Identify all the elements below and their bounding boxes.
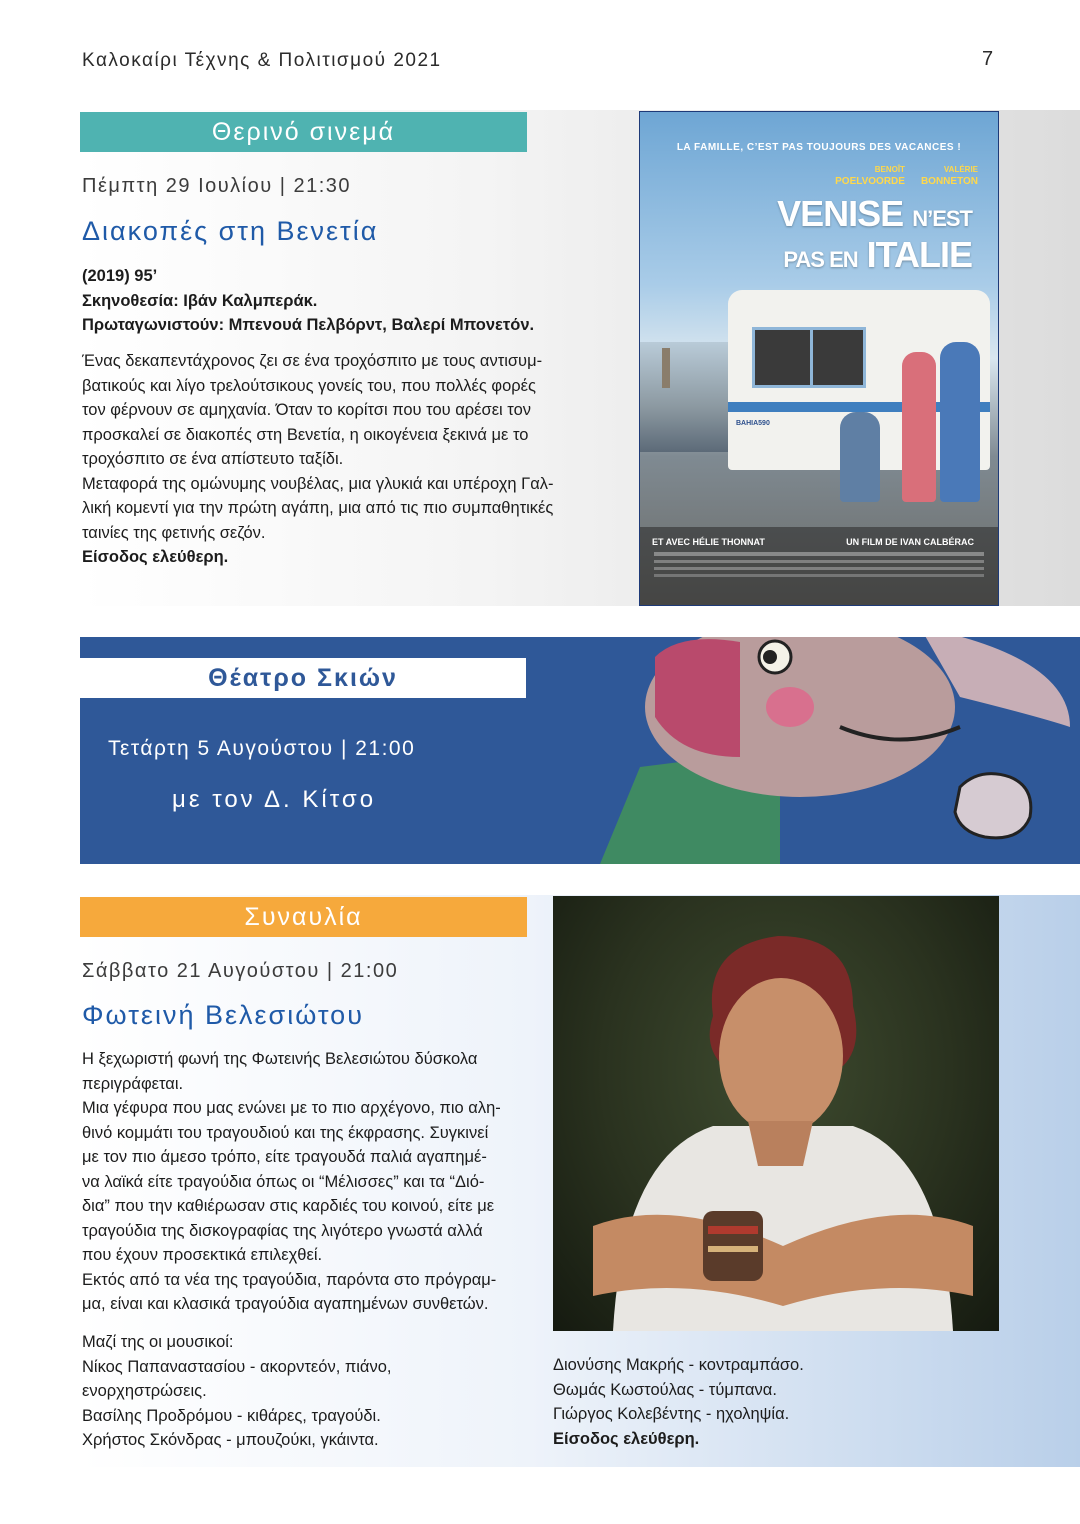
- poster-credit-left: ET AVEC HÉLIE THONNAT: [652, 537, 765, 547]
- concert-musicians-right: [553, 1353, 993, 1451]
- singer-portrait: [553, 896, 999, 1331]
- musician-line: Διονύσης Μακρής - κοντραμπάσο.: [553, 1356, 804, 1374]
- concert-datetime: Σάββατο 21 Αυγούστου | 21:00: [82, 960, 399, 982]
- poster-actor2-last: BONNETON: [920, 176, 978, 187]
- person-figure: [940, 342, 980, 502]
- poster-actor1-last: POELVOORDE: [835, 176, 905, 187]
- poster-title: [777, 193, 972, 278]
- bell-tower: [662, 348, 670, 388]
- concert-description-line: με τον πιο άμεσο τρόπο, είτε τραγουδά παλιά αγαπημέ-: [82, 1148, 487, 1166]
- poster-actor2-first: VALÉRIE: [943, 165, 978, 174]
- concert-description-line: Η ξεχωριστή φωνή της Φωτεινής Βελεσιώτου δύσκολα: [82, 1050, 478, 1068]
- cinema-banner: Θερινό σινεμά: [80, 112, 527, 152]
- singer-photo: [553, 896, 999, 1331]
- cinema-description-line: προσκαλεί σε διακοπές στη Βενετία, η οικογένεια ξεκινά με το: [82, 425, 529, 444]
- concert-description-line: Εκτός από τα νέα της τραγούδια, παρόντα στο πρόγραμ-: [82, 1270, 497, 1289]
- cinema-description-line: βατικούς και λίγο τρελούτσικους γονείς του, που πολλές φορές: [82, 376, 536, 395]
- cinema-description: [82, 349, 622, 570]
- cinema-description-line: λική κομεντί για την πρώτη αγάπη, μια από τις πιο συμπαθητικές: [82, 499, 554, 517]
- concert-description-line: θινό κομμάτι του τραγουδιού και της έκφρασης. Συγκινεί: [82, 1123, 489, 1142]
- concert-description-line: τραγούδια της δισκογραφίας της λιγότερο γνωστά αλλά: [82, 1221, 483, 1240]
- musician-line: Βασίλης Προδρόμου - κιθάρες, τραγούδι.: [82, 1406, 381, 1425]
- cinema-description-line: Μεταφορά της ομώνυμης νουβέλας, μια γλυκιά και υπέροχη Γαλ-: [82, 474, 554, 493]
- poster-fine-print: [654, 552, 984, 577]
- cinema-description-line: τροχόσπιτο σε ένα απίστευτο ταξίδι.: [82, 450, 344, 468]
- concert-description-line: μα, είναι και κλασικά τραγούδια αγαπημένων συνθετών.: [82, 1295, 489, 1313]
- caravan-plate: ΒΑΗΙΑ590: [736, 420, 770, 427]
- movie-poster: [639, 111, 999, 606]
- cinema-title: Διακοπές στη Βενετία: [82, 216, 379, 246]
- shadow-theater-datetime: Τετάρτη 5 Αυγούστου | 21:00: [108, 737, 416, 760]
- cinema-entry: Είσοδος ελεύθερη.: [82, 548, 229, 566]
- figure-pupil: [763, 650, 777, 664]
- figure-fist: [955, 774, 1031, 838]
- cinema-credits: [82, 264, 622, 338]
- shadow-theater-banner: Θέατρο Σκιών: [80, 658, 526, 698]
- concert-description-line: δια” που την καθιέρωσαν στις καρδιές του κοινού, είτε με: [82, 1197, 495, 1215]
- cinema-year-duration: (2019) 95’: [82, 267, 158, 285]
- poster-tagline: LA FAMILLE, C’EST PAS TOUJOURS DES VACANCES !: [676, 142, 962, 153]
- poster-title-pasen: PAS EN: [783, 247, 858, 272]
- person-figure: [840, 412, 880, 502]
- musician-line: Γιώργος Κολεβέντης - ηχοληψία.: [553, 1405, 790, 1423]
- cinema-description-line: τον φέρνουν σε αμηχανία. Όταν το κορίτσι που του αρέσει τον: [82, 401, 532, 419]
- poster-title-venise: VENISE: [777, 193, 904, 234]
- concert-entry: Είσοδος ελεύθερη.: [553, 1429, 700, 1448]
- poster-title-italie: ITALIE: [866, 234, 972, 275]
- shadow-theater-subtitle: με τον Δ. Κίτσο: [172, 786, 377, 813]
- page-header-title: Καλοκαίρι Τέχνης & Πολιτισμού 2021: [82, 50, 442, 71]
- person-figure: [902, 352, 936, 502]
- concert-description: [82, 1047, 542, 1317]
- musicians-intro: Μαζί της οι μουσικοί:: [82, 1333, 234, 1351]
- concert-musicians-left: [82, 1330, 542, 1453]
- musician-line: ενορχηστρώσεις.: [82, 1382, 207, 1400]
- concert-description-line: που έχουν προσεκτικά επιλεχθεί.: [82, 1246, 323, 1264]
- cinema-description-line: Ένας δεκαπεντάχρονος ζει σε ένα τροχόσπιτο με τους αντισυμ-: [82, 352, 543, 370]
- portrait-neck: [748, 1121, 813, 1166]
- poster-credit-right: UN FILM DE IVAN CALBÉRAC: [846, 537, 974, 547]
- concert-description-line: Μια γέφυρα που μας ενώνει με το πιο αρχέγονο, πιο αλη-: [82, 1099, 501, 1117]
- musician-line: Θωμάς Κωστούλας - τύμπανα.: [553, 1380, 777, 1399]
- figure-cheek: [766, 687, 814, 727]
- cinema-description-line: ταινίες της φετινής σεζόν.: [82, 523, 266, 542]
- concert-title: Φωτεινή Βελεσιώτου: [82, 1000, 364, 1030]
- caravan-window: [752, 327, 816, 388]
- musician-line: Νίκος Παπαναστασίου - ακορντεόν, πιάνο,: [82, 1357, 392, 1376]
- poster-actors: [835, 164, 978, 188]
- venice-lagoon: [640, 342, 740, 452]
- concert-description-line: να λαϊκά είτε τραγούδια όπως οι “Μέλισσες” και τα “Διό-: [82, 1172, 485, 1191]
- cinema-director: Σκηνοθεσία: Ιβάν Καλμπεράκ.: [82, 291, 318, 310]
- concert-description-line: περιγράφεται.: [82, 1074, 184, 1093]
- musician-line: Χρήστος Σκόνδρας - μπουζούκι, γκάιντα.: [82, 1431, 379, 1449]
- poster-title-nest: N’EST: [912, 206, 972, 231]
- portrait-bracelet-band: [708, 1226, 758, 1234]
- poster-actor1-first: BENOÎT: [874, 165, 905, 174]
- concert-banner: Συναυλία: [80, 897, 527, 937]
- portrait-bracelet-band: [708, 1246, 758, 1252]
- page-number: 7: [982, 48, 994, 70]
- caravan-window: [810, 327, 866, 388]
- cinema-datetime: Πέμπτη 29 Ιουλίου | 21:30: [82, 175, 352, 197]
- portrait-face: [719, 978, 843, 1134]
- cinema-cast: Πρωταγωνιστούν: Μπενουά Πελβόρντ, Βαλερί Μπονετόν.: [82, 316, 535, 334]
